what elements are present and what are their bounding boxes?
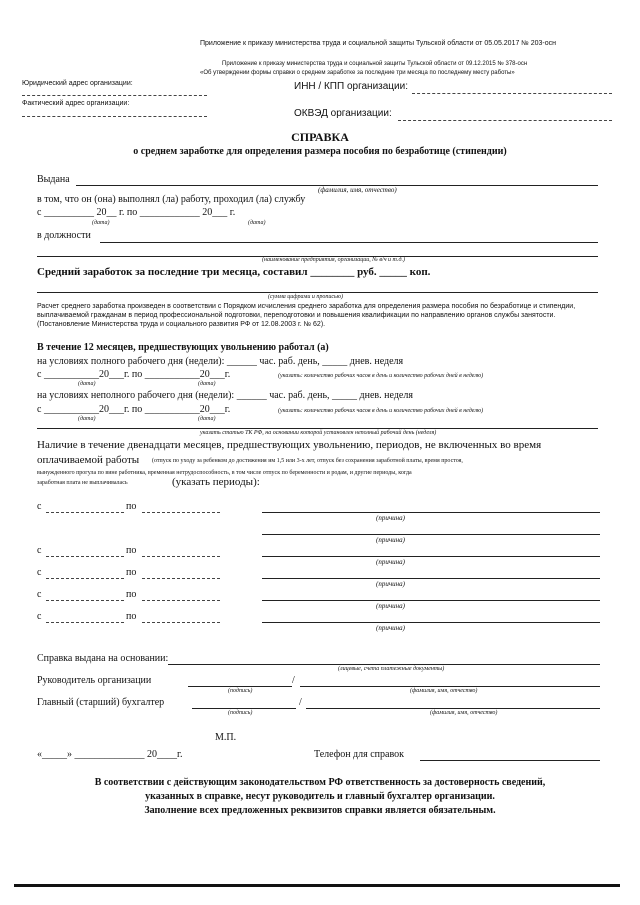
- legal-address-line[interactable]: [22, 95, 207, 96]
- period-5-from-line[interactable]: [46, 622, 124, 623]
- period-2-to: по: [126, 545, 137, 556]
- seal-label: М.П.: [215, 732, 237, 743]
- head-label: Руководитель организации: [37, 675, 152, 686]
- period-1-from: с: [37, 501, 42, 512]
- period-1b-reason-line[interactable]: [262, 534, 600, 535]
- fio-hint: (фамилия, имя, отчество): [318, 186, 397, 194]
- period-3-to-line[interactable]: [142, 578, 220, 579]
- date-hint-2: (дата): [248, 220, 266, 226]
- issued-to-label: Выдана: [37, 174, 70, 185]
- amount-hint: (сумма цифрами и прописью): [268, 294, 344, 300]
- accountant-slash: /: [299, 697, 302, 708]
- accountant-fio-hint: (фамилия, имя, отчество): [430, 710, 498, 716]
- date-small-2: (дата): [198, 381, 216, 387]
- full-day-line[interactable]: на условиях полного рабочего дня (недели): ______ час. раб. день, _____ днев. неделя: [37, 356, 404, 367]
- annex-note-1: Приложение к приказу министерства труда и социальной защиты Тульской области от 05.05.2017 № 203-осн: [200, 40, 557, 47]
- period-3-from: с: [37, 567, 42, 578]
- head-fio-hint: (фамилия, имя, отчество): [410, 688, 478, 694]
- org-hint: (наименование предприятия, организации, № в/ч и т.д.): [262, 257, 405, 263]
- period-1-to: по: [126, 501, 137, 512]
- inn-kpp-label: ИНН / КПП организации:: [294, 81, 408, 92]
- okved-label: ОКВЭД организации:: [294, 108, 392, 119]
- work-period[interactable]: с __________ 20__ г. по ____________ 20___ г.: [37, 207, 236, 218]
- basis-label: Справка выдана на основании:: [37, 653, 169, 664]
- actual-address-line[interactable]: [22, 116, 207, 117]
- periods-text-1: Наличие в течение двенадцати месяцев, предшествующих увольнению, периодов, не включенных во время: [37, 439, 542, 451]
- date-small-3: (дата): [78, 416, 96, 422]
- head-slash: /: [292, 675, 295, 686]
- period-4-reason-hint: (причина): [376, 602, 405, 610]
- period-5-reason-line[interactable]: [262, 622, 600, 623]
- actual-address-label: Фактический адрес организации:: [22, 100, 130, 107]
- full-hint: (указать: количество рабочих часов в день и количество рабочих дней в неделю): [278, 373, 484, 379]
- period-4-to-line[interactable]: [142, 600, 220, 601]
- position-line[interactable]: [100, 242, 598, 243]
- period-1-from-line[interactable]: [46, 512, 124, 513]
- responsibility-3: Заполнение всех предложенных реквизитов справки является обязательным.: [144, 805, 496, 816]
- period-1-reason-line[interactable]: [262, 512, 600, 513]
- responsibility-2: указанных в справке, несут руководитель и главный бухгалтер организации.: [145, 791, 495, 802]
- accountant-label: Главный (старший) бухгалтер: [37, 697, 165, 708]
- period-5-to-line[interactable]: [142, 622, 220, 623]
- phone-label: Телефон для справок: [314, 749, 404, 760]
- period-5-to: по: [126, 611, 137, 622]
- annex-note-2-line1: Приложение к приказу министерства труда и социальной защиты Тульской области от 09.12.2015 № 378-осн: [222, 61, 528, 67]
- part-hint: (указать: количество рабочих часов в день и количество рабочих дней в неделю): [278, 408, 484, 414]
- period-5-reason-hint: (причина): [376, 624, 405, 632]
- periods-text-2a: оплачиваемой работы: [37, 454, 140, 466]
- accountant-sign-hint: (подпись): [228, 710, 253, 716]
- responsibility-1: В соответствии с действующим законодательством РФ ответственность за достоверность сведений,: [94, 777, 546, 788]
- accountant-fio-line[interactable]: [306, 708, 600, 709]
- period-4-from: с: [37, 589, 42, 600]
- date-small-4: (дата): [198, 416, 216, 422]
- period-4-from-line[interactable]: [46, 600, 124, 601]
- inn-kpp-line[interactable]: [412, 93, 612, 94]
- head-sign-line[interactable]: [188, 686, 292, 687]
- worked-line: в том, что он (она) выполнял (ла) работу, проходил (ла) службу: [37, 194, 306, 205]
- article-hint: указать статью ТК РФ, на основании которой установлен неполный рабочий день (неделя): [200, 430, 437, 436]
- period-2-reason-line[interactable]: [262, 556, 600, 557]
- article-line[interactable]: [37, 428, 598, 429]
- period-3-from-line[interactable]: [46, 578, 124, 579]
- document-title: СПРАВКА: [291, 130, 349, 144]
- part-period[interactable]: с ___________20___г. по ___________20___г.: [37, 404, 231, 415]
- period-1-reason-hint: (причина): [376, 514, 405, 522]
- okved-line[interactable]: [398, 120, 612, 121]
- date-small-1: (дата): [78, 381, 96, 387]
- date-hint-1: (дата): [92, 220, 110, 226]
- accountant-sign-line[interactable]: [192, 708, 296, 709]
- part-day-line[interactable]: на условиях неполного рабочего дня (недели): ______ час. раб. день, _____ днев. неделя: [37, 390, 413, 401]
- annex-note-2-line2: «Об утверждении формы справки о среднем заработке за последние три месяца по последнему месту работы»: [200, 70, 515, 76]
- periods-text-2b: (отпуск по уходу за ребенком до достижения им 1,5 или 3-х лет, отпуск без сохранения заработной платы, время простоя,: [152, 458, 463, 464]
- full-period[interactable]: с ___________20___г. по ___________20___г.: [37, 369, 231, 380]
- period-4-reason-line[interactable]: [262, 600, 600, 601]
- period-5-from: с: [37, 611, 42, 622]
- twelve-months-heading: В течение 12 месяцев, предшествующих увольнению работал (а): [37, 342, 329, 353]
- calc-note: Расчет среднего заработка произведен в соответствии с Порядком исчисления среднего заработка для определения размера пособия по безработице и стипендии, выплачиваемой гражданам в период профессиональной подготовки, переподготовки и повышения квалификации по направлению органов службы занятости. (Постановление Министерства труда и социального развития РФ от 12.08.2003 г. № 62).: [37, 303, 576, 328]
- date-line[interactable]: «_____» ______________ 20____г.: [37, 749, 183, 760]
- avg-salary[interactable]: Средний заработок за последние три месяца, составил ________ руб. _____ коп.: [37, 266, 431, 278]
- period-4-to: по: [126, 589, 137, 600]
- period-1b-reason-hint: (причина): [376, 536, 405, 544]
- period-2-from: с: [37, 545, 42, 556]
- period-3-reason-line[interactable]: [262, 578, 600, 579]
- periods-text-4b: (указать периоды):: [172, 476, 260, 488]
- basis-line[interactable]: [168, 664, 600, 665]
- periods-text-4a: заработная плата не выплачивалась: [37, 480, 128, 486]
- period-3-to: по: [126, 567, 137, 578]
- period-2-from-line[interactable]: [46, 556, 124, 557]
- period-1-to-line[interactable]: [142, 512, 220, 513]
- period-3-reason-hint: (причина): [376, 580, 405, 588]
- bottom-rule: [14, 884, 620, 887]
- head-fio-line[interactable]: [300, 686, 600, 687]
- periods-text-3: вынужденного прогула по вине работника, временная нетрудоспособность, в том числе отпуск по беременности и родам, и другие периоды, когда: [37, 470, 412, 476]
- basis-hint: (лицевые, счета платежные документы): [338, 666, 445, 672]
- legal-address-label: Юридический адрес организации:: [22, 80, 133, 87]
- position-label: в должности: [37, 230, 91, 241]
- amount-line[interactable]: [37, 292, 598, 293]
- phone-line[interactable]: [420, 760, 600, 761]
- period-2-reason-hint: (причина): [376, 558, 405, 566]
- period-2-to-line[interactable]: [142, 556, 220, 557]
- document-subtitle: о среднем заработке для определения размера пособия по безработице (стипендии): [133, 146, 507, 157]
- head-sign-hint: (подпись): [228, 688, 253, 694]
